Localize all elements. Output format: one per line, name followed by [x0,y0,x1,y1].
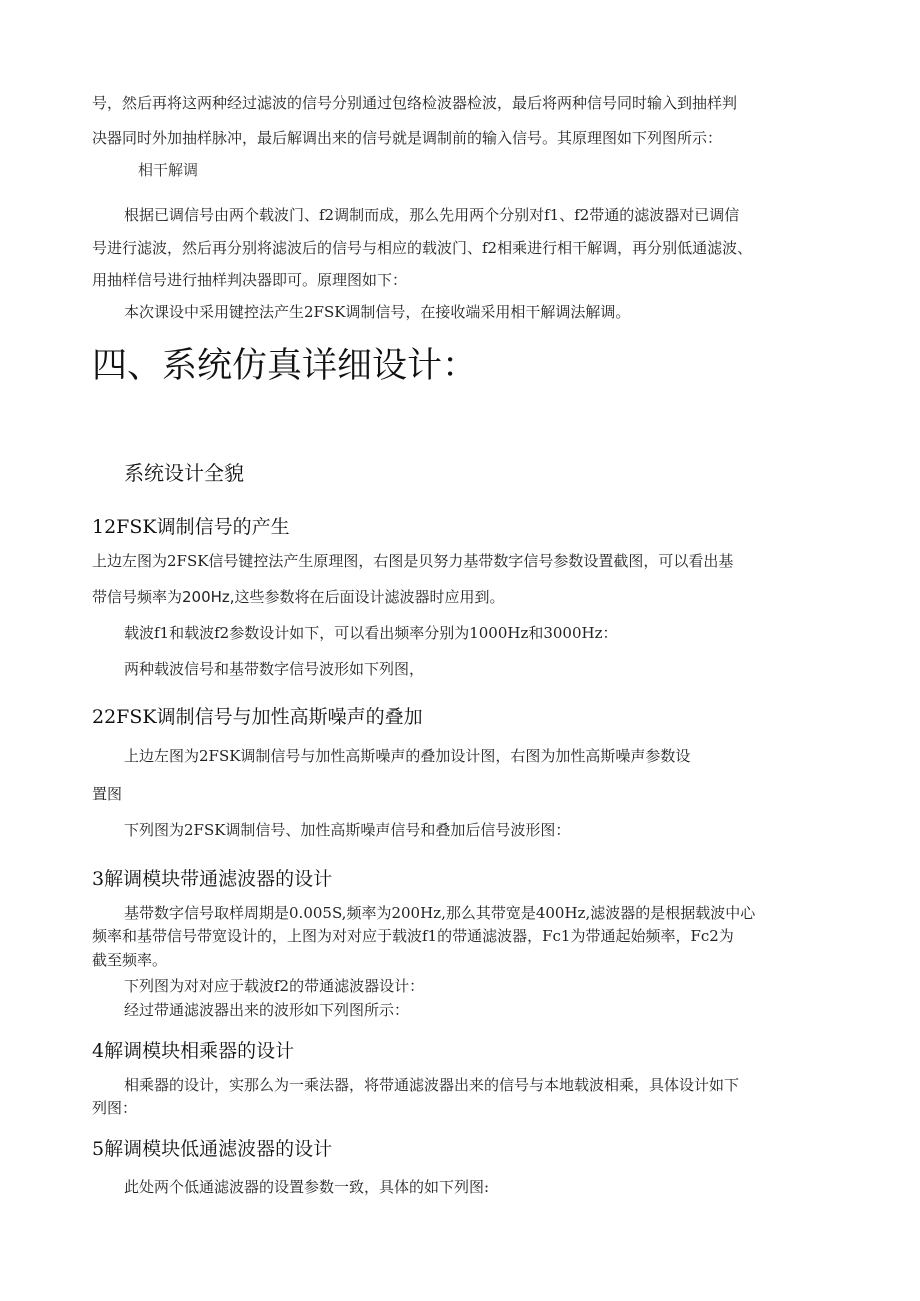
paragraph-line: 根据已调信号由两个载波门、f2调制而成，那么先用两个分别对f1、f2带通的滤波器对已调信 [124,206,740,224]
paragraph-line: 上边左图为2FSK信号键控法产生原理图，右图是贝努力基带数字信号参数设置截图，可以看出基 [92,552,734,570]
overview-heading: 系统设计全貌 [124,461,244,485]
paragraph-line: 号，然后再将这两种经过滤波的信号分别通过包络检波器检波，最后将两种信号同时输入到抽样判 [92,94,738,112]
chapter-heading: 四、系统仿真详细设计： [92,346,478,386]
paragraph-line: 截至频率。 [92,951,168,969]
section-heading-2: 22FSK调制信号与加性高斯噪声的叠加 [92,706,423,728]
subheading-coherent-demodulation: 相干解调 [138,161,199,179]
paragraph-line: 下列图为2FSK调制信号、加性高斯噪声信号和叠加后信号波形图： [124,821,571,839]
paragraph-line: 本次课设中采用键控法产生2FSK调制信号，在接收端采用相干解调法解调。 [124,303,631,321]
paragraph-line: 频率和基带信号带宽设计的，上图为对对应于载波f1的带通滤波器，Fc1为带通起始频率，Fc2为 [92,927,734,945]
section-heading-3: 3解调模块带通滤波器的设计 [92,868,333,890]
paragraph-line: 号进行滤波，然后再分别将滤波后的信号与相应的载波门、f2相乘进行相干解调，再分别低通滤波、 [92,239,753,257]
paragraph-line: 此处两个低通滤波器的设置参数一致，具体的如下列图: [124,1178,490,1196]
paragraph-line: 上边左图为2FSK调制信号与加性高斯噪声的叠加设计图，右图为加性高斯噪声参数设 [124,747,691,765]
paragraph-line: 用抽样信号进行抽样判决器即可。原理图如下： [92,271,408,289]
paragraph-line: 下列图为对对应于载波f2的带通滤波器设计： [124,977,425,995]
paragraph-line: 置图 [92,785,123,803]
paragraph-line: 两种载波信号和基带数字信号波形如下列图， [124,660,425,678]
paragraph-line: 相乘器的设计，实那么为一乘法器，将带通滤波器出来的信号与本地载波相乘，具体设计如下 [124,1076,740,1094]
section-heading-4: 4解调模块相乘器的设计 [92,1040,295,1062]
paragraph-line: 载波f1和载波f2参数设计如下，可以看出频率分别为1000Hz和3000Hz： [124,624,618,642]
section-heading-5: 5解调模块低通滤波器的设计 [92,1138,333,1160]
paragraph-line: 带信号频率为200Hz,这些参数将在后面设计滤波器时应用到。 [92,588,505,606]
paragraph-line: 列图： [92,1099,138,1117]
paragraph-line: 基带数字信号取样周期是0.005S,频率为200Hz,那么其带宽是400Hz,滤波器的是根据载波中心 [124,904,756,922]
paragraph-line: 经过带通滤波器出来的波形如下列图所示： [124,1001,410,1019]
section-heading-1: 12FSK调制信号的产生 [92,516,290,538]
paragraph-line: 决器同时外加抽样脉冲，最后解调出来的信号就是调制前的输入信号。其原理图如下列图所示： [92,129,723,147]
